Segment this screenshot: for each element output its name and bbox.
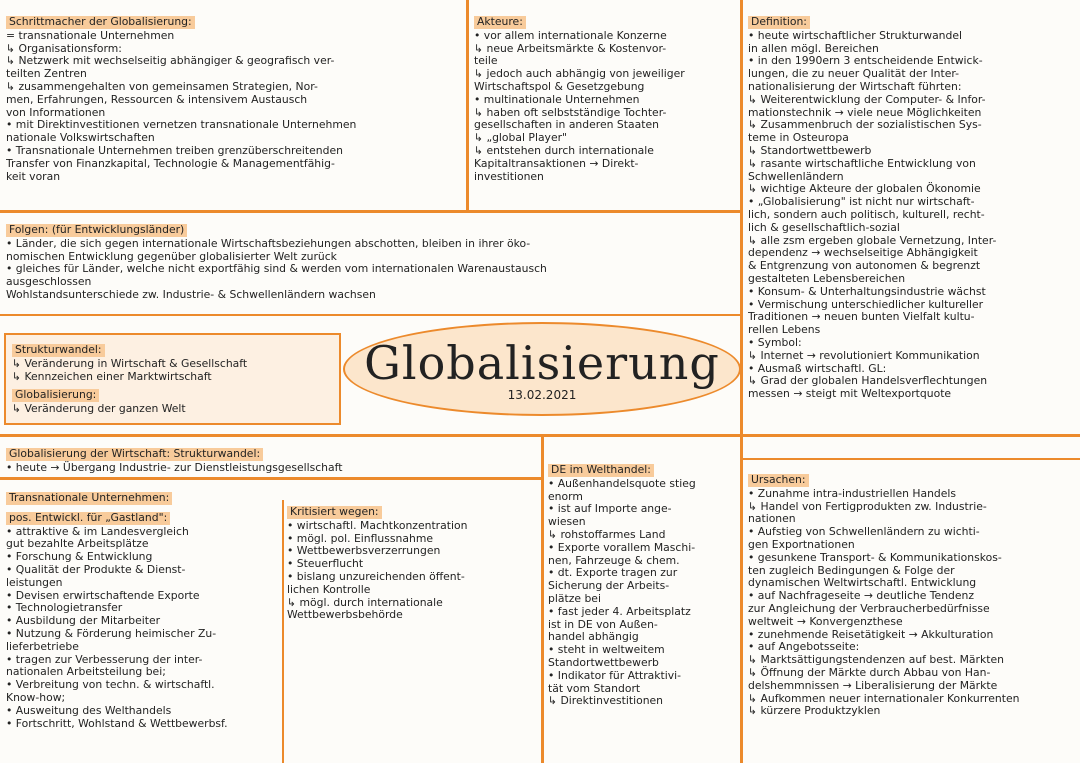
definition-line: Traditionen → neuen bunten Vielfalt kultu-	[748, 310, 975, 324]
akteure-line: teile	[474, 54, 498, 68]
definition-line: teme in Osteuropa	[748, 131, 849, 145]
schrittmacher-line: ↳ Organisationsform:	[6, 41, 122, 55]
divider-bottom-vertical-1	[282, 500, 284, 763]
wirtschaft_strukturwandel-heading: Globalisierung der Wirtschaft: Strukturwandel:	[6, 448, 263, 461]
definition-line: & Entgrenzung von autonomen & begrenzt	[748, 259, 981, 273]
kritisiert-line: • bislang unzureichenden öffent-	[287, 569, 465, 583]
transnationale-line: • Ausbildung der Mitarbeiter	[6, 614, 161, 628]
ursachen-line: • zunehmende Reisetätigkeit → Akkulturation	[748, 627, 994, 641]
definition-line: ↳ Standortwettbewerb	[748, 143, 872, 157]
ursachen-line: • auf Angebotsseite:	[748, 640, 860, 654]
section-folgen	[6, 218, 738, 312]
kritisiert-line: • mögl. pol. Einflussnahme	[287, 531, 433, 545]
transnationale-line: Know-how;	[6, 690, 66, 704]
transnationale-line: • Nutzung & Förderung heimischer Zu-	[6, 626, 217, 640]
section-transnationale-unternehmen	[6, 486, 280, 762]
section-kritisiert	[287, 500, 539, 700]
akteure-line: investitionen	[474, 169, 544, 183]
kritisiert-line: • Wettbewerbsverzerrungen	[287, 544, 441, 558]
ursachen-heading: Ursachen:	[748, 474, 809, 487]
kritisiert-heading: Kritisiert wegen:	[287, 506, 382, 519]
akteure-line: Wirtschaftspol & Gesetzgebung	[474, 79, 645, 93]
definition-line: • heute wirtschaftlicher Strukturwandel	[748, 28, 963, 42]
ursachen-line: nationen	[748, 512, 796, 526]
transnationale-line: • attraktive & im Landesvergleich	[6, 524, 189, 538]
akteure-line: ↳ haben oft selbstständige Tochter-	[474, 105, 667, 119]
transnationale-line: • Devisen erwirtschaftende Exporte	[6, 588, 200, 602]
definition-line: ↳ Weiterentwicklung der Computer- & Infor-	[748, 92, 986, 106]
definition-line: lungen, die zu neuer Qualität der Inter-	[748, 67, 959, 81]
akteure-heading: Akteure:	[474, 16, 526, 29]
akteure-line: gesellschaften in anderen Staaten	[474, 118, 659, 132]
ursachen-line: ten zugleich Bedingungen & Folge der	[748, 563, 955, 577]
definition-line: ↳ rasante wirtschaftliche Entwicklung von	[748, 156, 976, 170]
de_welthandel-line: • steht in weltweitem	[548, 643, 665, 657]
definition-line: rellen Lebens	[748, 323, 821, 337]
ursachen-line: gen Exportnationen	[748, 537, 855, 551]
de_welthandel-line: ↳ rohstoffarmes Land	[548, 527, 666, 541]
de_welthandel-line: wiesen	[548, 515, 586, 529]
definition-line: ↳ Zusammenbruch der sozialistischen Sys-	[748, 118, 982, 132]
page-date: 13.02.2021	[507, 388, 577, 402]
divider-horizontal-2	[0, 314, 743, 316]
folgen-line: nomischen Entwicklung gegenüber globalisierter Welt zurück	[6, 249, 337, 263]
transnationale-line: • Qualität der Produkte & Dienst-	[6, 562, 186, 576]
ursachen-line: weltweit → Konvergenzthese	[748, 614, 903, 628]
ursachen-line: ↳ Handel von Fertigprodukten zw. Industrie-	[748, 499, 987, 513]
ursachen-line: ↳ Aufkommen neuer internationaler Konkurrenten	[748, 691, 1020, 705]
schrittmacher-line: keit voran	[6, 169, 61, 183]
transnationale-line: • Ausweitung des Welthandels	[6, 703, 172, 717]
transnationale-line: • tragen zur Verbesserung der inter-	[6, 652, 203, 666]
akteure-line: ↳ jedoch auch abhängig von jeweiliger	[474, 67, 685, 81]
kritisiert-line: ↳ mögl. durch internationale	[287, 595, 443, 609]
transnationale-line: nationalen Arbeitsteilung bei;	[6, 665, 166, 679]
definition-line: • Ausmaß wirtschaftl. GL:	[748, 361, 887, 375]
definition-line: • „Globalisierung" ist nicht nur wirtschaft-	[748, 195, 975, 209]
definition-line: ↳ Grad der globalen Handelsverflechtungen	[748, 374, 988, 388]
divider-bottom-vertical-2	[541, 436, 544, 763]
folgen-line: Wohlstandsunterschiede zw. Industrie- & Schwellenländern wachsen	[6, 287, 376, 301]
transnationale-line: gut bezahlte Arbeitsplätze	[6, 537, 149, 551]
de_welthandel-line: handel abhängig	[548, 630, 639, 644]
transnationale-line: lieferbetriebe	[6, 639, 79, 653]
divider-horizontal-3	[0, 434, 1080, 437]
divider-top-vertical-2	[740, 0, 743, 440]
ursachen-line: ↳ Öffnung der Märkte durch Abbau von Han-	[748, 665, 991, 679]
section-de-welthandel	[548, 458, 738, 762]
strukturwandel-line: ↳ Kennzeichen einer Marktwirtschaft	[12, 369, 212, 383]
definition-line: lich & gesellschaftlich-sozial	[748, 220, 900, 234]
transnationale-heading: Transnationale Unternehmen:	[6, 492, 172, 505]
ursachen-line: • Aufstieg von Schwellenländern zu wichti-	[748, 525, 980, 539]
strukturwandel-line: ↳ Veränderung in Wirtschaft & Gesellschaft	[12, 356, 248, 370]
de_welthandel-line: • Exporte vorallem Maschi-	[548, 540, 696, 554]
divider-bottom-vertical-3	[740, 436, 743, 763]
definition-line: messen → steigt mit Weltexportquote	[748, 387, 952, 401]
section-definition	[748, 10, 1078, 432]
kritisiert-line: Wettbewerbsbehörde	[287, 608, 403, 622]
definition-line: ↳ Internet → revolutioniert Kommunikation	[748, 348, 980, 362]
schrittmacher-line: = transnationale Unternehmen	[6, 28, 175, 42]
transnationale-line: • Fortschritt, Wohlstand & Wettbewerbsf.	[6, 716, 228, 730]
de_welthandel-line: • Außenhandelsquote stieg	[548, 476, 696, 490]
strukturwandel-heading: Strukturwandel:	[12, 344, 105, 357]
definition-heading: Definition:	[748, 16, 810, 29]
ursachen-line: ↳ kürzere Produktzyklen	[748, 704, 881, 718]
wirtschaft_strukturwandel-line: • heute → Übergang Industrie- zur Dienstleistungsgesellschaft	[6, 460, 343, 474]
kritisiert-line: • Steuerflucht	[287, 557, 364, 571]
akteure-line: Kapitaltransaktionen → Direkt-	[474, 156, 639, 170]
definition-line: in allen mögl. Bereichen	[748, 41, 879, 55]
schrittmacher-line: von Informationen	[6, 105, 106, 119]
akteure-line: • vor allem internationale Konzerne	[474, 28, 667, 42]
transnationale-heading: pos. Entwickl. für „Gastland":	[6, 512, 170, 525]
folgen-line: ausgeschlossen	[6, 275, 92, 289]
de_welthandel-line: • ist auf Importe ange-	[548, 502, 672, 516]
definition-line: mationstechnik → viele neue Möglichkeiten	[748, 105, 982, 119]
title-ellipse	[343, 322, 741, 416]
akteure-line: • multinationale Unternehmen	[474, 92, 640, 106]
schrittmacher-line: men, Erfahrungen, Ressourcen & intensivem Austausch	[6, 92, 308, 106]
de_welthandel-line: plätze bei	[548, 591, 601, 605]
divider-horizontal-1	[0, 210, 743, 213]
page-title: Globalisierung	[364, 336, 720, 390]
akteure-line: ↳ „global Player"	[474, 131, 567, 145]
de_welthandel-line: tät vom Standort	[548, 681, 641, 695]
section-strukturwandel-box	[4, 333, 341, 425]
folgen-line: • gleiches für Länder, welche nicht exportfähig sind & werden vom internationalen Warenaustausch	[6, 262, 547, 276]
de_welthandel-line: nen, Fahrzeuge & chem.	[548, 553, 680, 567]
divider-horizontal-4	[0, 477, 543, 480]
ursachen-line: delshemmnissen → Liberalisierung der Märkte	[748, 678, 998, 692]
definition-line: • Vermischung unterschiedlicher kultureller	[748, 297, 984, 311]
section-strukturwandel	[12, 338, 336, 420]
ursachen-line: ↳ Marktsättigungstendenzen auf best. Märkten	[748, 653, 1004, 667]
ursachen-line: dynamischen Weltwirtschaftl. Entwicklung	[748, 576, 977, 590]
schrittmacher-line: • mit Direktinvestitionen vernetzen transnationale Unternehmen	[6, 118, 357, 132]
folgen-heading: Folgen: (für Entwicklungsländer)	[6, 224, 187, 237]
transnationale-line: leistungen	[6, 575, 63, 589]
akteure-line: ↳ entstehen durch internationale	[474, 143, 654, 157]
schrittmacher-line: nationale Volkswirtschaften	[6, 131, 155, 145]
definition-line: ↳ alle zsm ergeben globale Vernetzung, Inter-	[748, 233, 997, 247]
definition-line: • Konsum- & Unterhaltungsindustrie wächst	[748, 284, 986, 298]
definition-line: nationalisierung der Wirtschaft führten:	[748, 79, 962, 93]
transnationale-line: • Forschung & Entwicklung	[6, 550, 153, 564]
de_welthandel-heading: DE im Welthandel:	[548, 464, 654, 477]
ursachen-line: • Zunahme intra-industriellen Handels	[748, 486, 957, 500]
de_welthandel-line: Sicherung der Arbeits-	[548, 579, 670, 593]
de_welthandel-line: • Indikator für Attraktivi-	[548, 668, 682, 682]
ursachen-line: zur Angleichung der Verbraucherbedürfnisse	[748, 601, 990, 615]
definition-line: lich, sondern auch politisch, kulturell, recht-	[748, 207, 985, 221]
ursachen-line: • gesunkene Transport- & Kommunikationskos-	[748, 550, 1002, 564]
de_welthandel-line: ↳ Direktinvestitionen	[548, 694, 664, 708]
schrittmacher-line: Transfer von Finanzkapital, Technologie & Managementfähig-	[6, 156, 335, 170]
schrittmacher-line: ↳ zusammengehalten von gemeinsamen Strategien, Nor-	[6, 79, 318, 93]
de_welthandel-line: enorm	[548, 489, 583, 503]
strukturwandel-line: ↳ Veränderung der ganzen Welt	[12, 402, 186, 416]
transnationale-line: • Technologietransfer	[6, 601, 123, 615]
schrittmacher-line: teilten Zentren	[6, 67, 87, 81]
de_welthandel-line: • fast jeder 4. Arbeitsplatz	[548, 604, 691, 618]
definition-line: • in den 1990ern 3 entscheidende Entwick-	[748, 54, 983, 68]
definition-line: • Symbol:	[748, 335, 802, 349]
schrittmacher-line: ↳ Netzwerk mit wechselseitig abhängiger & geografisch ver-	[6, 54, 335, 68]
section-akteure	[474, 10, 738, 208]
definition-line: ↳ wichtige Akteure der globalen Ökonomie	[748, 182, 981, 196]
divider-horizontal-right	[743, 458, 1080, 460]
section-wirtschaft-strukturwandel	[6, 442, 538, 476]
transnationale-line: • Verbreitung von techn. & wirtschaftl.	[6, 678, 215, 692]
kritisiert-line: • wirtschaftl. Machtkonzentration	[287, 518, 468, 532]
kritisiert-line: lichen Kontrolle	[287, 582, 371, 596]
section-ursachen	[748, 468, 1078, 762]
de_welthandel-line: • dt. Exporte tragen zur	[548, 566, 678, 580]
definition-line: Schwellenländern	[748, 169, 844, 183]
folgen-line: • Länder, die sich gegen internationale Wirtschaftsbeziehungen abschotten, bleiben in ihrer öko-	[6, 236, 531, 250]
definition-line: dependenz → wechselseitige Abhängigkeit	[748, 246, 978, 260]
schrittmacher-heading: Schrittmacher der Globalisierung:	[6, 16, 195, 29]
schrittmacher-line: • Transnationale Unternehmen treiben grenzüberschreitenden	[6, 143, 343, 157]
section-schrittmacher	[6, 10, 462, 208]
akteure-line: ↳ neue Arbeitsmärkte & Kostenvor-	[474, 41, 667, 55]
ursachen-line: • auf Nachfrageseite → deutliche Tendenz	[748, 589, 975, 603]
definition-line: gestalteten Lebensbereichen	[748, 271, 906, 285]
strukturwandel-heading: Globalisierung:	[12, 389, 99, 402]
de_welthandel-line: Standortwettbewerb	[548, 655, 659, 669]
divider-top-vertical-1	[466, 0, 469, 212]
de_welthandel-line: ist in DE von Außen-	[548, 617, 658, 631]
